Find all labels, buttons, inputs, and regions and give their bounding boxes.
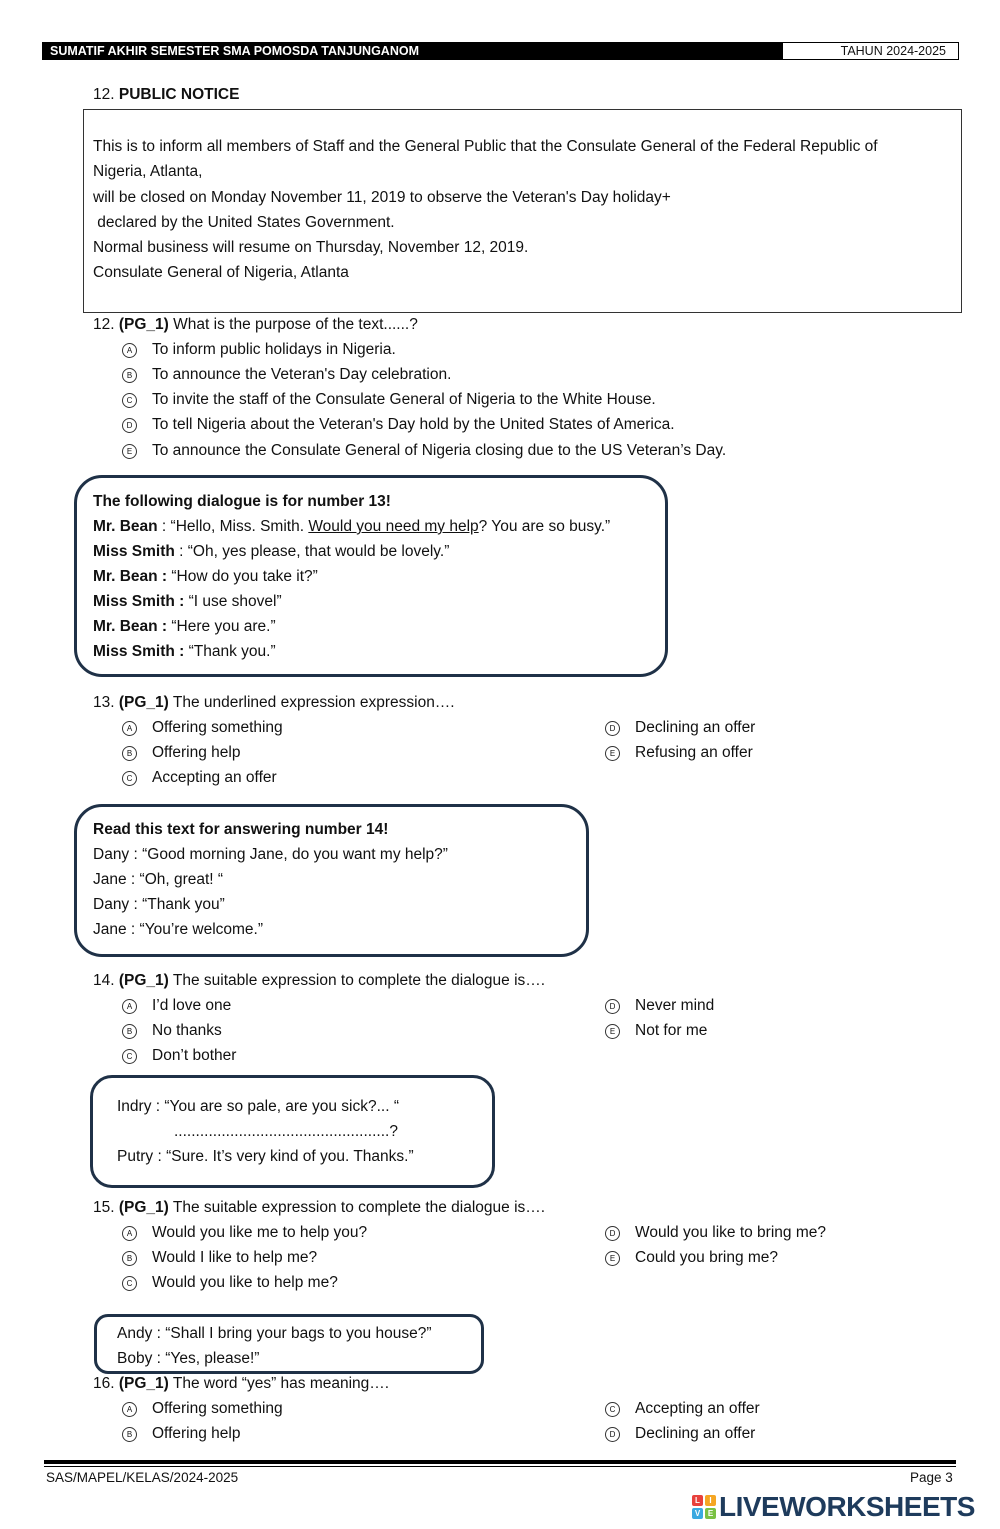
option-15-b[interactable]: B Would I like to help me? [122, 1248, 317, 1268]
dialogue-16-line: Andy : “Shall I bring your bags to you house?” [117, 1325, 432, 1342]
option-radio-icon[interactable]: D [605, 1427, 620, 1442]
dialogue-13-line: Miss Smith : “Oh, yes please, that would be lovely.” [93, 543, 450, 560]
option-12-a[interactable]: A To inform public holidays in Nigeria. [122, 340, 396, 360]
footer-code: SAS/MAPEL/KELAS/2024-2025 [46, 1470, 239, 1485]
option-radio-icon[interactable]: C [122, 1049, 137, 1064]
option-radio-icon[interactable]: A [122, 999, 137, 1014]
option-radio-icon[interactable]: D [605, 721, 620, 736]
dialogue-14-line: Dany : “Thank you” [93, 896, 225, 913]
option-radio-icon[interactable]: B [122, 368, 137, 383]
dialogue-14-line: Dany : “Good morning Jane, do you want my help?” [93, 846, 448, 863]
notice-line: This is to inform all members of Staff and the General Public that the Consulate General of the Federal Republic of [93, 138, 878, 155]
option-13-c[interactable]: C Accepting an offer [122, 768, 277, 788]
dialogue-15-line: Putry : “Sure. It’s very kind of you. Thanks.” [117, 1148, 414, 1165]
option-radio-icon[interactable]: B [122, 746, 137, 761]
underlined-expression: Would you need my help [308, 518, 479, 535]
question-13: 13. (PG_1) The underlined expression expression…. [93, 694, 455, 711]
dialogue-16-line: Boby : “Yes, please!” [117, 1350, 260, 1367]
option-16-b[interactable]: B Offering help [122, 1424, 240, 1444]
dialogue-13-line: Mr. Bean : “How do you take it?” [93, 568, 318, 585]
logo-tile: I [705, 1495, 716, 1506]
option-radio-icon[interactable]: A [122, 721, 137, 736]
header-year: TAHUN 2024-2025 [782, 42, 959, 60]
question-16: 16. (PG_1) The word “yes” has meaning…. [93, 1375, 390, 1392]
option-15-e[interactable]: E Could you bring me? [605, 1248, 778, 1268]
option-radio-icon[interactable]: C [122, 393, 137, 408]
option-12-b[interactable]: B To announce the Veteran's Day celebration. [122, 365, 451, 385]
logo-tile: V [692, 1508, 703, 1519]
logo-tiles-icon [692, 1495, 716, 1519]
option-radio-icon[interactable]: B [122, 1251, 137, 1266]
option-14-b[interactable]: B No thanks [122, 1021, 222, 1041]
option-14-a[interactable]: A I’d love one [122, 996, 231, 1016]
page-number: Page 3 [910, 1470, 953, 1485]
notice-heading: 12. PUBLIC NOTICE [93, 86, 240, 103]
dialogue-14-title: Read this text for answering number 14! [93, 821, 389, 838]
dialogue-13-line: Miss Smith : “Thank you.” [93, 643, 276, 660]
question-15: 15. (PG_1) The suitable expression to complete the dialogue is…. [93, 1199, 546, 1216]
notice-line: declared by the United States Government. [93, 214, 395, 231]
option-radio-icon[interactable]: E [605, 1024, 620, 1039]
option-13-d[interactable]: D Declining an offer [605, 718, 755, 738]
dialogue-13-line: Mr. Bean : “Hello, Miss. Smith. Would you need my help? You are so busy.” [93, 518, 611, 535]
logo-tile: L [692, 1495, 703, 1506]
notice-line: will be closed on Monday November 11, 2019 to observe the Veteran's Day holiday+ [93, 189, 671, 206]
option-16-d[interactable]: D Declining an offer [605, 1424, 755, 1444]
option-radio-icon[interactable]: E [605, 1251, 620, 1266]
option-13-e[interactable]: E Refusing an offer [605, 743, 753, 763]
option-radio-icon[interactable]: C [122, 1276, 137, 1291]
notice-line: Nigeria, Atlanta, [93, 163, 203, 180]
option-12-d[interactable]: D To tell Nigeria about the Veteran's Day hold by the United States of America. [122, 415, 675, 435]
liveworksheets-logo[interactable] [692, 1492, 975, 1522]
option-14-c[interactable]: C Don’t bother [122, 1046, 236, 1066]
option-15-c[interactable]: C Would you like to help me? [122, 1273, 338, 1293]
option-radio-icon[interactable]: D [605, 999, 620, 1014]
option-radio-icon[interactable]: D [605, 1226, 620, 1241]
option-radio-icon[interactable]: D [122, 418, 137, 433]
option-radio-icon[interactable]: A [122, 343, 137, 358]
footer-rule [44, 1466, 956, 1467]
dialogue-15-blank: ..................................................? [174, 1123, 398, 1140]
option-16-a[interactable]: A Offering something [122, 1399, 283, 1419]
option-radio-icon[interactable]: C [605, 1402, 620, 1417]
option-12-c[interactable]: C To invite the staff of the Consulate General of Nigeria to the White House. [122, 390, 656, 410]
option-13-a[interactable]: A Offering something [122, 718, 283, 738]
option-15-a[interactable]: A Would you like me to help you? [122, 1223, 367, 1243]
dialogue-13-title: The following dialogue is for number 13! [93, 493, 391, 510]
option-radio-icon[interactable]: B [122, 1024, 137, 1039]
option-14-d[interactable]: D Never mind [605, 996, 714, 1016]
option-radio-icon[interactable]: A [122, 1402, 137, 1417]
option-radio-icon[interactable]: B [122, 1427, 137, 1442]
option-16-c[interactable]: C Accepting an offer [605, 1399, 760, 1419]
dialogue-14-line: Jane : “Oh, great! “ [93, 871, 224, 888]
option-15-d[interactable]: D Would you like to bring me? [605, 1223, 826, 1243]
option-radio-icon[interactable]: A [122, 1226, 137, 1241]
notice-line: Consulate General of Nigeria, Atlanta [93, 264, 349, 281]
dialogue-13-line: Mr. Bean : “Here you are.” [93, 618, 276, 635]
option-radio-icon[interactable]: E [122, 444, 137, 459]
notice-line: Normal business will resume on Thursday, November 12, 2019. [93, 239, 529, 256]
dialogue-15-line: Indry : “You are so pale, are you sick?... “ [117, 1098, 400, 1115]
option-14-e[interactable]: E Not for me [605, 1021, 707, 1041]
dialogue-13-line: Miss Smith : “I use shovel” [93, 593, 282, 610]
option-12-e[interactable]: E To announce the Consulate General of Nigeria closing due to the US Veteran’s Day. [122, 441, 726, 461]
question-14: 14. (PG_1) The suitable expression to complete the dialogue is…. [93, 972, 546, 989]
footer-rule [44, 1460, 956, 1464]
question-12: 12. (PG_1) What is the purpose of the text......? [93, 316, 418, 333]
logo-text: LIVEWORKSHEETS [719, 1491, 975, 1522]
option-radio-icon[interactable]: E [605, 746, 620, 761]
header-school-title: SUMATIF AKHIR SEMESTER SMA POMOSDA TANJUNGANOM [42, 42, 782, 60]
option-radio-icon[interactable]: C [122, 771, 137, 786]
logo-tile: E [705, 1508, 716, 1519]
dialogue-14-line: Jane : “You’re welcome.” [93, 921, 264, 938]
option-13-b[interactable]: B Offering help [122, 743, 240, 763]
